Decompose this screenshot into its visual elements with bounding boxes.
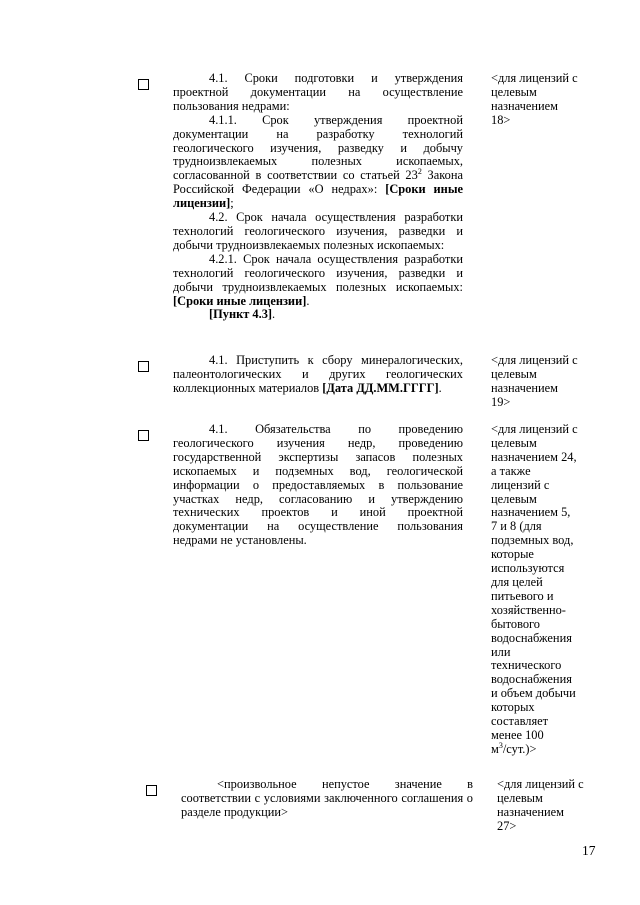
note-line-units xyxy=(491,740,587,757)
section-4-text xyxy=(181,778,473,820)
note-line: <для лицензий с xyxy=(497,777,584,791)
note-line: водоснабжения xyxy=(491,672,572,687)
note-line: <для лицензий с xyxy=(491,422,578,436)
period: . xyxy=(272,307,276,322)
note-line: лицензий с xyxy=(491,477,550,492)
paragraph-4-2-1 xyxy=(173,253,463,309)
note-line: <для лицензий с xyxy=(491,353,578,367)
note-line: 18> xyxy=(491,112,511,127)
note-line: 19> xyxy=(491,394,511,409)
note-line: для целей xyxy=(491,574,543,589)
note-line: технического xyxy=(491,658,562,673)
placeholder-sroki-1: [Сроки иные лицензии] xyxy=(173,182,463,211)
checkbox-4[interactable] xyxy=(146,785,157,796)
page-number: 17 xyxy=(582,843,596,858)
note-line: целевым xyxy=(491,435,537,450)
paragraph-obligations: 4.1. Обязательства по проведению геологического изучения недр, проведению государственной экспертизы запасов полезных ископаемых и подземных вод, геологической информации о предоставляемых в пользование участках недр, согласованию и утверждению технических проектов и иной проектной документации на осуществление пользования недрами не установлены. xyxy=(173,422,463,548)
note-line: и объем добычи xyxy=(491,686,576,701)
section-3-text xyxy=(173,423,463,548)
note-line: или xyxy=(491,644,511,659)
paragraph-collection xyxy=(173,354,463,396)
superscript-2: 2 xyxy=(417,167,422,177)
note-line: используются xyxy=(491,561,565,576)
checkbox-2[interactable] xyxy=(138,361,149,372)
paragraph-4-1-1 xyxy=(173,114,463,211)
note-line: целевым xyxy=(497,790,543,805)
note-3 xyxy=(491,423,587,757)
note-line: целевым xyxy=(491,491,537,506)
note-line: назначением 24, xyxy=(491,449,577,464)
paragraph-punkt xyxy=(173,308,463,322)
superscript-3: 3 xyxy=(498,740,503,750)
note-line: хозяйственно- xyxy=(491,602,566,617)
paragraph-4-1-1-text: 4.1.1. Срок утверждения проектной документации на разработку технологий геологического изучения, разведку и добычу трудноизвлекаемых полезных ископаемых, согласованной в соответствии со статьей 23 xyxy=(173,112,463,183)
period: . xyxy=(438,380,442,395)
note-line: которых xyxy=(491,700,535,715)
note-line: подземных вод, xyxy=(491,533,574,548)
checkbox-3[interactable] xyxy=(138,430,149,441)
law-reference: Закона Российской Федерации «О недрах»: xyxy=(173,168,463,197)
note-line: назначением xyxy=(497,804,564,819)
note-4 xyxy=(497,778,593,834)
collection-text: 4.1. Приступить к сбору минералогических, палеонтологических и других геологических коллекционных материалов xyxy=(173,353,463,395)
checkbox-1[interactable] xyxy=(138,79,149,90)
paragraph-4-2-1-text: 4.2.1. Срок начала осуществления разработки технологий геологического изучения, разведки и добычи трудноизвлекаемых полезных ископаемых: xyxy=(173,251,463,294)
note-line: назначением 5, xyxy=(491,505,571,520)
note-line: составляет xyxy=(491,714,549,729)
note-line: целевым xyxy=(491,366,537,381)
placeholder-sroki-2: [Сроки иные лицензии] xyxy=(173,293,307,308)
note-line: целевым xyxy=(491,84,537,99)
note-line: 7 и 8 (для xyxy=(491,519,542,534)
semicolon: ; xyxy=(230,196,234,211)
note-line: которые xyxy=(491,547,534,562)
note-2 xyxy=(491,354,587,410)
section-2-text xyxy=(173,354,463,396)
note-line: питьевого и xyxy=(491,588,554,603)
placeholder-punkt-4-3: [Пункт 4.3] xyxy=(209,307,273,322)
note-line: 27> xyxy=(497,818,517,833)
period: . xyxy=(306,293,310,308)
paragraph-4-2: 4.2. Срок начала осуществления разработки технологий геологического изучения, разведки и добычи трудноизвлекаемых полезных ископаемых: xyxy=(173,210,463,252)
unit-per-day: /сут.)> xyxy=(502,741,537,756)
note-line: менее 100 xyxy=(491,727,544,742)
note-line: назначением xyxy=(491,380,558,395)
paragraph-4-1: 4.1. Сроки подготовки и утверждения проектной документации на осуществление пользования недрами: xyxy=(173,71,463,113)
note-line: бытового xyxy=(491,616,541,631)
note-line: назначением xyxy=(491,98,558,113)
section-1-text xyxy=(173,72,463,322)
placeholder-date: [Дата ДД.ММ.ГГГГ] xyxy=(322,380,439,395)
unit-m: м xyxy=(491,741,499,756)
paragraph-arbitrary: <произвольное непустое значение в соответствии с условиями заключенного соглашения о разделе продукции> xyxy=(181,777,473,819)
note-1 xyxy=(491,72,587,128)
note-line: <для лицензий с xyxy=(491,71,578,85)
note-line: а также xyxy=(491,463,531,478)
note-line: водоснабжения xyxy=(491,630,572,645)
